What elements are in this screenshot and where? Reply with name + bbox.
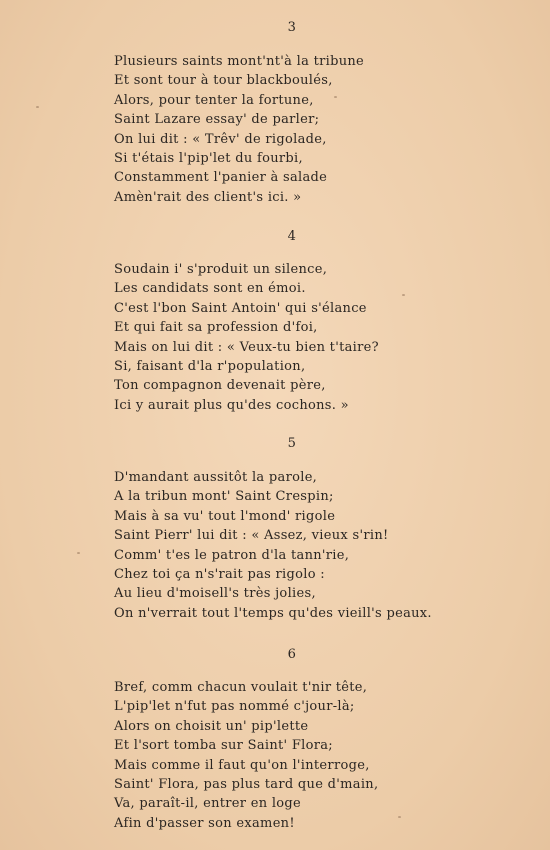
stanza-number: 6 — [287, 647, 297, 662]
verse-line: Ton compagnon devenait père, — [114, 378, 326, 394]
verse-line: Constamment l'panier à salade — [114, 170, 328, 186]
verse-line: C'est l'bon Saint Antoin' qui s'élance — [114, 300, 367, 316]
verse-line: Alors, pour tenter la fortune, — [114, 92, 314, 108]
verse-line: On n'verrait tout l'temps qu'des vieill's peaux. — [114, 605, 432, 621]
paper-speck — [398, 816, 401, 818]
stanza-4 — [114, 260, 534, 415]
verse-line: D'mandant aussitôt la parole, — [114, 470, 318, 485]
verse-line: Comm' t'es le patron d'la tann'rie, — [114, 547, 350, 563]
verse-line: On lui dit : « Trêv' de rigolade, — [114, 131, 327, 147]
verse-line: Mais comme il faut qu'on l'interroge, — [114, 757, 370, 773]
verse-line: Saint Lazare essay' de parler; — [114, 112, 320, 128]
verse-line: Mais à sa vu' tout l'mond' rigole — [114, 508, 336, 524]
verse-line: Afin d'passer son examen! — [114, 815, 295, 831]
verse-line: Mais on lui dit : « Veux-tu bien t'taire? — [114, 339, 379, 355]
paper-speck — [402, 294, 405, 296]
stanza-3 — [114, 52, 534, 207]
verse-line: Et l'sort tomba sur Saint' Flora; — [114, 738, 333, 754]
verse-line: Et qui fait sa profession d'foi, — [114, 320, 318, 336]
verse-line: Si t'étais l'pip'let du fourbi, — [114, 150, 303, 166]
stanza-number: 5 — [287, 436, 297, 451]
verse-line: Saint Pierr' lui dit : « Assez, vieux s'rin! — [114, 528, 389, 544]
verse-line: Amèn'rait des client's ici. » — [114, 189, 302, 205]
verse-line: Chez toi ça n's'rait pas rigolo : — [114, 566, 325, 582]
verse-line: Alors on choisit un' pip'lette — [114, 718, 309, 734]
stanza-5 — [114, 468, 534, 623]
verse-line: Saint' Flora, pas plus tard que d'main, — [114, 776, 379, 792]
verse-line: Soudain i' s'produit un silence, — [114, 262, 328, 277]
verse-line: Plusieurs saints mont'nt'à la tribune — [114, 54, 365, 69]
verse-line: Ici y aurait plus qu'des cochons. » — [114, 397, 349, 413]
verse-line: Au lieu d'moisell's très jolies, — [114, 586, 316, 602]
verse-line: L'pip'let n'fut pas nommé c'jour-là; — [114, 699, 355, 715]
paper-speck — [77, 552, 80, 554]
verse-line: Les candidats sont en émoi. — [114, 281, 306, 297]
stanza-number: 4 — [287, 229, 297, 244]
paper-speck — [36, 106, 39, 108]
stanza-number: 3 — [287, 20, 297, 35]
verse-line: Bref, comm chacun voulait t'nir tête, — [114, 680, 368, 695]
verse-line: Va, paraît-il, entrer en loge — [114, 796, 302, 812]
paper-speck — [334, 96, 337, 98]
verse-line: A la tribun mont' Saint Crespin; — [114, 489, 334, 505]
stanza-6 — [114, 678, 534, 833]
verse-line: Si, faisant d'la r'population, — [114, 358, 306, 374]
verse-line: Et sont tour à tour blackboulés, — [114, 73, 333, 89]
